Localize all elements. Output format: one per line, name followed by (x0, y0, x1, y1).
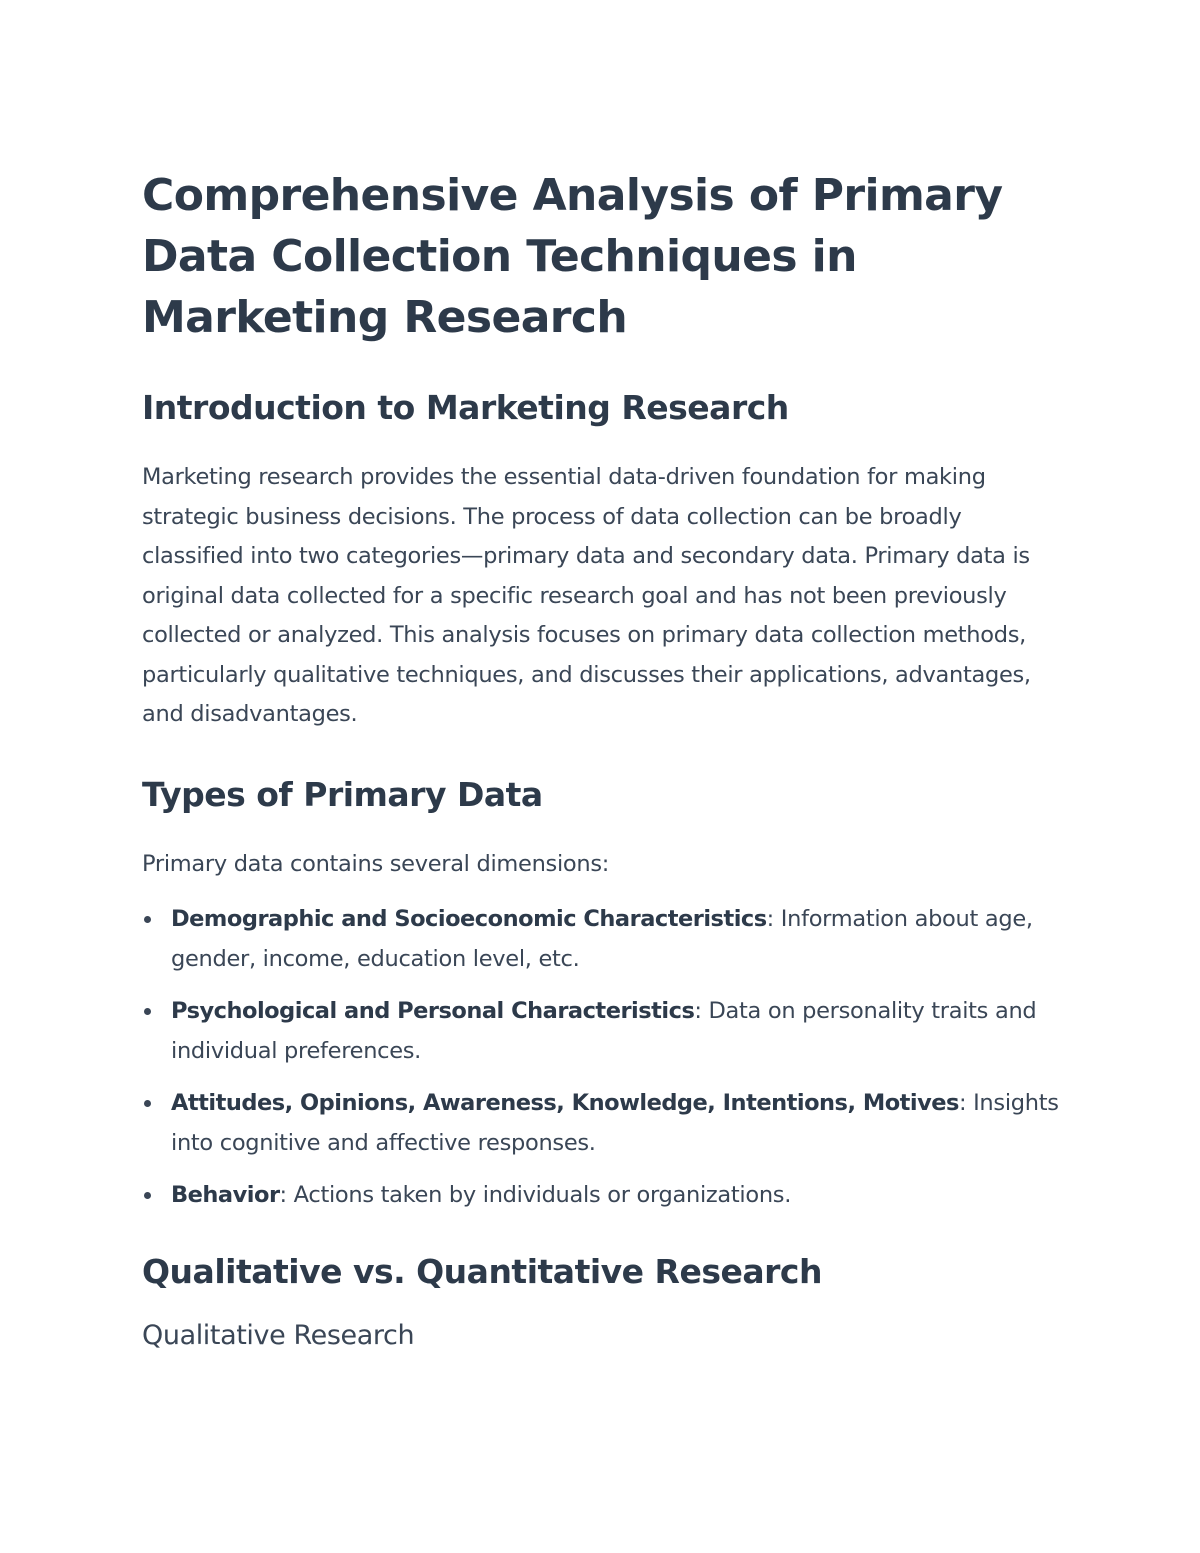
bullet-icon (144, 1008, 151, 1015)
list-item (142, 1084, 1067, 1163)
list-item-term: Behavior (171, 1182, 280, 1208)
bullet-icon (144, 1100, 151, 1107)
introduction-paragraph: Marketing research provides the essential data-driven foundation for making strategic business decisions. The process of data collection can be broadly classified into two categories—primary data and secondary data. Primary data is original data collected for a specific research goal and has not been previously collected or analyzed. This analysis focuses on primary data collection methods, particularly qualitative techniques, and discusses their applications, advantages, and disadvantages. (142, 464, 1031, 727)
list-item (142, 900, 1067, 979)
document-page (142, 165, 1067, 1356)
document-title: Comprehensive Analysis of Primary Data Collection Techniques in Marketing Research (142, 170, 1003, 343)
list-item-term: Attitudes, Opinions, Awareness, Knowledge, Intentions, Motives (171, 1090, 959, 1116)
section-heading-introduction: Introduction to Marketing Research (142, 388, 789, 427)
list-item-term: Psychological and Personal Characteristics (171, 998, 695, 1024)
list-item-term: Demographic and Socioeconomic Characteristics (171, 906, 767, 932)
section-heading-types-of-primary-data: Types of Primary Data (142, 774, 543, 814)
list-item-text: : Actions taken by individuals or organizations. (279, 1182, 792, 1208)
section-heading-qualitative-vs-quantitative: Qualitative vs. Quantitative Research (142, 1251, 822, 1291)
subheading-qualitative-research: Qualitative Research (142, 1319, 415, 1351)
primary-data-dimensions-list (142, 900, 1067, 1216)
list-item (142, 1176, 1067, 1216)
types-intro-paragraph: Primary data contains several dimensions: (142, 850, 610, 877)
list-item-text: : Data on personality traits and individual preferences. (171, 998, 1037, 1064)
list-item-text: : Insights into cognitive and affective responses. (171, 1090, 1059, 1156)
list-item-text: : Information about age, gender, income, education level, etc. (171, 906, 1033, 972)
bullet-icon (144, 916, 151, 923)
list-item (142, 992, 1067, 1071)
bullet-icon (144, 1192, 151, 1199)
